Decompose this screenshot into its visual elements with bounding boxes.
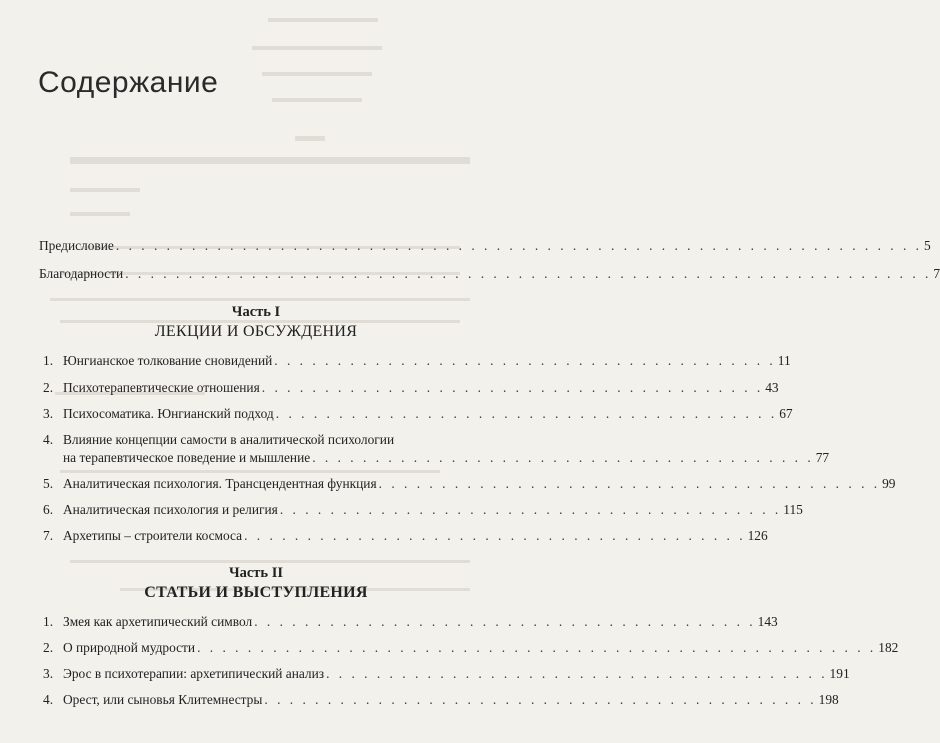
toc-entry-number: 7. [43,528,54,543]
toc-entry-page: 5 [924,238,931,253]
toc-entry-number: 3. [43,666,54,681]
toc-entry[interactable] [0,638,899,658]
toc-entry-number: 2. [43,380,54,395]
toc-entry[interactable] [0,526,768,546]
toc-leader: . . . . . . . . . . . . . . . . . . . . . . . . . . . . . . . . . . . . . . . . [326,666,828,681]
toc-entry-label: Орест, или сыновья Клитемнестры [63,692,263,707]
toc-entry-number: 2. [43,640,54,655]
toc-leader: . . . . . . . . . . . . . . . . . . . . . . . . . . . . . . . . . . . . . . . . . . . . . . . . . . . . . . [197,640,877,655]
toc-entry-page: 126 [747,528,768,543]
toc-entry-number: 6. [43,502,54,517]
toc-leader: . . . . . . . . . . . . . . . . . . . . . . . . . . . . . . . . . . . . . . . . [312,450,814,465]
toc-entry-label: Благодарности [39,266,124,281]
toc-entry-label: Змея как архетипический символ [63,614,253,629]
toc-entry-label: Аналитическая психология и религия [63,502,278,517]
toc-leader: . . . . . . . . . . . . . . . . . . . . . . . . . . . . . . . . . . . . . . . . [261,380,764,395]
toc-leader: . . . . . . . . . . . . . . . . . . . . . . . . . . . . . . . . . . . . . . . . . . . . [264,692,817,707]
toc-entry-label: Эрос в психотерапии: архетипический анализ [63,666,325,681]
toc-leader: . . . . . . . . . . . . . . . . . . . . . . . . . . . . . . . . . . . . . . . . . . . . . . . . . . . . . . . . . . . . . . . . [115,238,923,253]
toc-entry-page: 115 [783,502,803,517]
toc-entry-acknowledgements[interactable] [0,264,940,284]
toc-entry[interactable] [0,351,791,371]
toc-leader: . . . . . . . . . . . . . . . . . . . . . . . . . . . . . . . . . . . . . . . . . . . . . . . . . . . . . . . . . . . . . . . . [125,266,932,281]
toc-entry-label: Юнгианское толкование сновидений [63,353,273,368]
toc-leader: . . . . . . . . . . . . . . . . . . . . . . . . . . . . . . . . . . . . . . . . [274,353,776,368]
toc-entry[interactable] [0,404,793,424]
part-2-title: СТАТЬИ И ВЫСТУПЛЕНИЯ [144,584,368,601]
toc-entry-label-continued: на терапевтическое поведение и мышление [63,450,311,465]
toc-entry[interactable] [0,690,839,710]
toc-entry-number: 1. [43,614,54,629]
toc-entry-continuation[interactable] [0,448,830,468]
toc-entry-label: О природной мудрости [63,640,196,655]
toc-entry-number: 4. [43,692,54,707]
toc-entry-page: 67 [779,406,793,421]
toc-entry-page: 198 [818,692,839,707]
toc-leader: . . . . . . . . . . . . . . . . . . . . . . . . . . . . . . . . . . . . . . . . [275,406,778,421]
toc-leader: . . . . . . . . . . . . . . . . . . . . . . . . . . . . . . . . . . . . . . . . [378,476,881,491]
toc-entry-label: Архетипы – строители космоса [63,528,243,543]
toc-entry-preface[interactable] [0,236,931,256]
toc-leader: . . . . . . . . . . . . . . . . . . . . . . . . . . . . . . . . . . . . . . . . [254,614,756,629]
toc-entry[interactable] [0,612,778,632]
page-title: Содержание [38,66,219,99]
toc-entry-label: Влияние концепции самости в аналитической психологии [63,432,395,447]
toc-leader: . . . . . . . . . . . . . . . . . . . . . . . . . . . . . . . . . . . . . . . . [244,528,746,543]
toc-entry[interactable] [0,664,850,684]
toc-entry-page: 143 [757,614,778,629]
toc-entry-page: 99 [882,476,896,491]
toc-entry-label: Психотерапевтические отношения [63,380,260,395]
toc-entry-label: Аналитическая психология. Трансцендентная функция [63,476,377,491]
toc-entry-number: 5. [43,476,54,491]
toc-leader: . . . . . . . . . . . . . . . . . . . . . . . . . . . . . . . . . . . . . . . . [279,502,782,517]
toc-entry[interactable] [0,474,896,494]
part-1-title: ЛЕКЦИИ И ОБСУЖДЕНИЯ [154,323,358,340]
toc-entry-page: 182 [878,640,899,655]
toc-entry-label: Психосоматика. Юнгианский подход [63,406,274,421]
toc-entry-page: 7 [933,266,940,281]
toc-entry-page: 77 [815,450,830,465]
part-1-label: Часть I [231,304,281,320]
part-2-label: Часть II [228,565,284,581]
toc-entry-page: 191 [829,666,850,681]
toc-entry[interactable] [0,430,512,450]
toc-entry-label: Предисловие [39,238,114,253]
toc-entry-number: 1. [43,353,54,368]
toc-entry-number: 4. [43,432,54,447]
toc-entry-number: 3. [43,406,54,421]
toc-entry[interactable] [0,378,779,398]
toc-entry-page: 11 [777,353,791,368]
toc-entry[interactable] [0,500,803,520]
toc-entry-page: 43 [765,380,779,395]
